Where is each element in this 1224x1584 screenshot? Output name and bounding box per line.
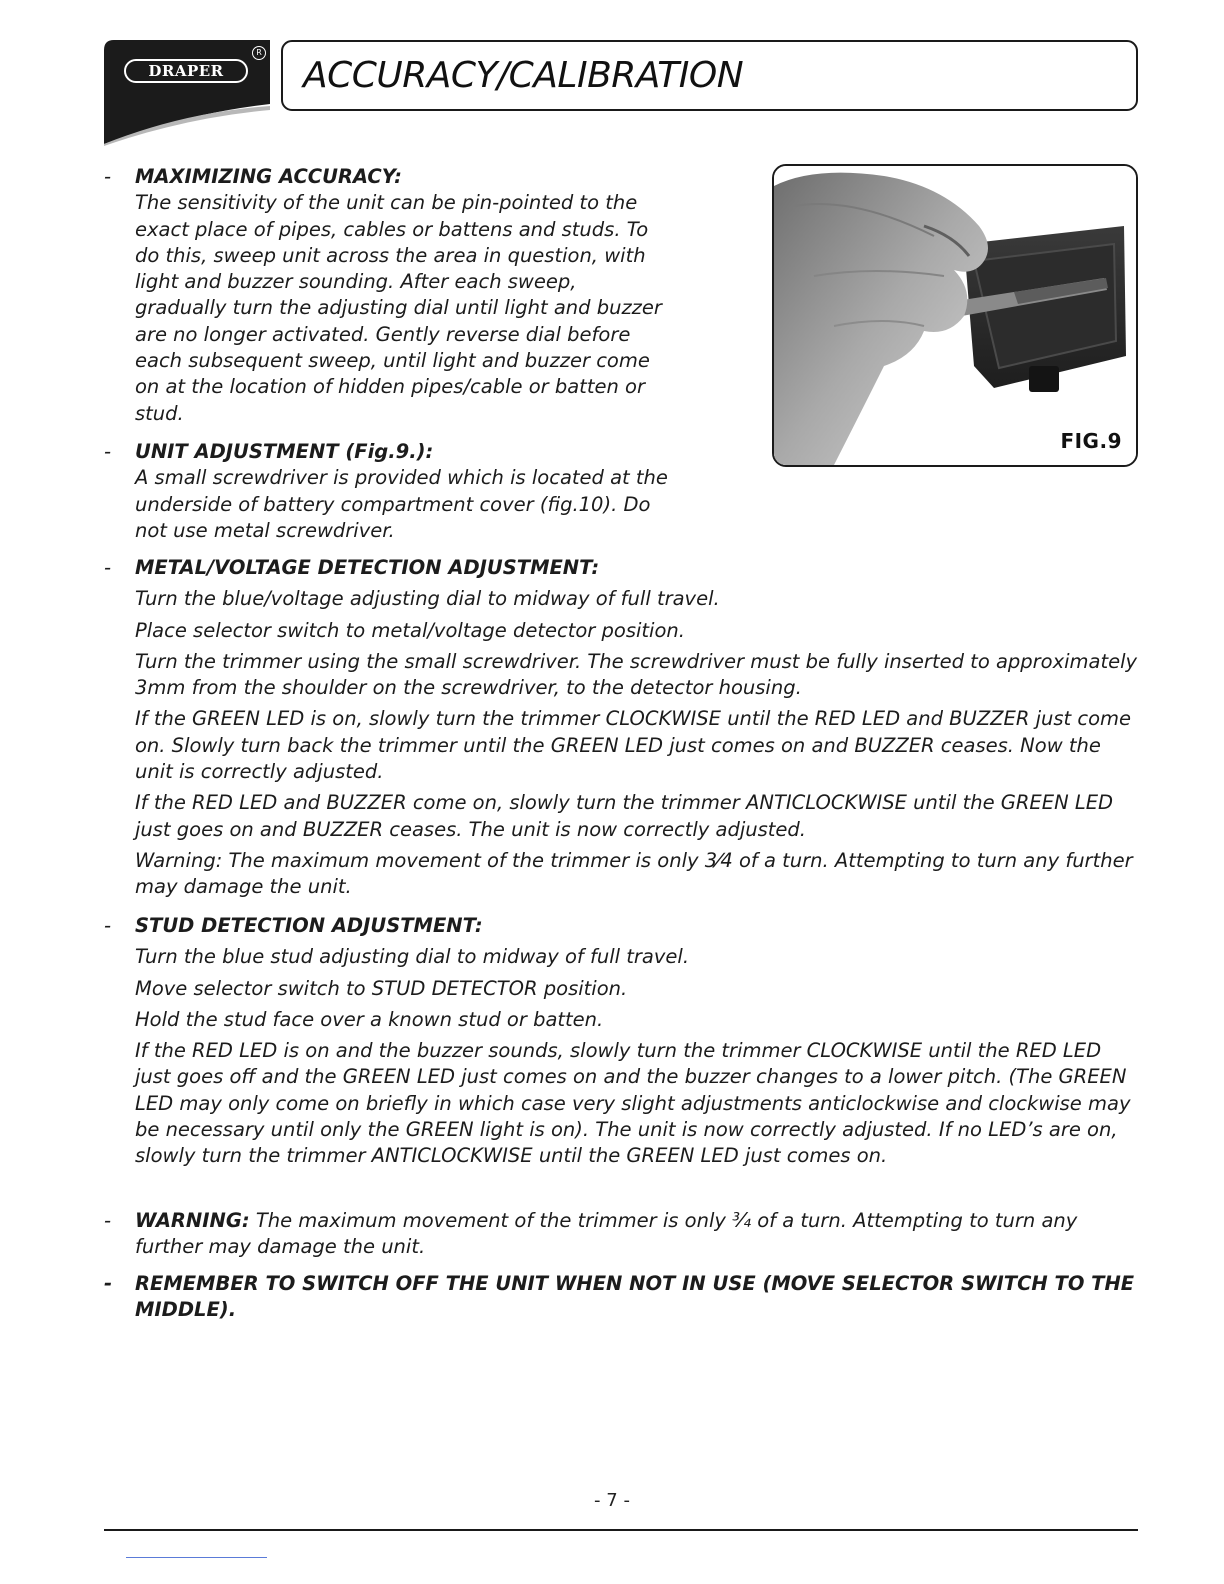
paragraph-line: The sensitivity of the unit can be pin-pointed to the	[135, 191, 638, 215]
paragraph: If the GREEN LED is on, slowly turn the trimmer CLOCKWISE until the RED LED and BUZZER just come on. Slowly turn back the trimmer until the GREEN LED just comes on and BUZZER ceases. Now the unit is correctly adjusted.	[135, 707, 1132, 784]
remember-notice: REMEMBER TO SWITCH OFF THE UNIT WHEN NOT IN USE (MOVE SELECTOR SWITCH TO THE MIDDLE).	[135, 1272, 1135, 1322]
section-maximizing-accuracy	[104, 164, 724, 427]
paragraph: Hold the stud face over a known stud or batten.	[135, 1007, 604, 1031]
draper-logo	[104, 40, 270, 146]
figure-9	[772, 164, 1138, 467]
paragraph-line: are no longer activated. Gently reverse dial before	[135, 322, 631, 346]
section-heading: MAXIMIZING ACCURACY:	[135, 165, 402, 188]
paragraph: Turn the blue stud adjusting dial to midway of full travel.	[135, 945, 690, 969]
warning-text: The maximum movement of the trimmer is only ¾ of a turn. Attempting to turn any further may damage the unit.	[135, 1209, 1078, 1259]
footer-link-underline	[126, 1557, 267, 1558]
paragraph-line: stud.	[135, 401, 184, 425]
footer-divider	[104, 1529, 1138, 1531]
section-heading: METAL/VOLTAGE DETECTION ADJUSTMENT:	[135, 556, 600, 579]
paragraph: If the RED LED and BUZZER come on, slowly turn the trimmer ANTICLOCKWISE until the GREEN LED just goes on and BUZZER ceases. The unit is now correctly adjusted.	[135, 791, 1114, 841]
bullet-dash: -	[104, 914, 112, 937]
paragraph-line: each subsequent sweep, until light and buzzer come	[135, 349, 650, 373]
section-metal-voltage-adjustment	[104, 555, 1140, 901]
registered-mark: R	[252, 46, 266, 60]
bullet-dash: -	[104, 556, 112, 579]
bullet-dash: -	[104, 440, 112, 463]
paragraph: Move selector switch to STUD DETECTOR position.	[135, 976, 628, 1000]
bullet-dash: -	[104, 165, 112, 188]
section-warning	[104, 1208, 1140, 1261]
brand-name: DRAPER	[124, 59, 248, 83]
paragraph: If the RED LED is on and the buzzer sounds, slowly turn the trimmer CLOCKWISE until the RED LED just goes off and the GREEN LED just comes on and the buzzer changes to a lower pitch. (The GREEN LED may only come on briefly in which case very slight adjustments anticlockwise and clockwise may be necessary until only the GREEN light is on). The unit is now correctly adjusted. If no LED’s are on, slowly turn the trimmer ANTICLOCKWISE until the GREEN LED just comes on.	[135, 1039, 1131, 1168]
paragraph: Place selector switch to metal/voltage detector position.	[135, 618, 685, 642]
section-stud-detection-adjustment	[104, 913, 1140, 1170]
paragraph: Turn the blue/voltage adjusting dial to midway of full travel.	[135, 587, 720, 611]
section-remember	[104, 1271, 1140, 1324]
figure-label: FIG.9	[1060, 429, 1122, 453]
paragraph: Turn the trimmer using the small screwdriver. The screwdriver must be fully inserted to approximately 3mm from the shoulder on the screwdriver, to the detector housing.	[135, 649, 1138, 700]
bullet-dash: -	[104, 1272, 113, 1295]
section-heading: UNIT ADJUSTMENT (Fig.9.):	[135, 440, 434, 463]
page-number: - 7 -	[594, 1490, 630, 1511]
paragraph-line: A small screwdriver is provided which is located at the	[135, 466, 668, 490]
hand-holding-screwdriver-image	[774, 166, 1136, 465]
section-unit-adjustment	[104, 439, 724, 544]
paragraph-line: light and buzzer sounding. After each sweep,	[135, 270, 577, 294]
paragraph-line: do this, sweep unit across the area in question, with	[135, 243, 646, 267]
paragraph-line: gradually turn the adjusting dial until light and buzzer	[135, 296, 662, 320]
paragraph-line: on at the location of hidden pipes/cable or batten or	[135, 375, 645, 399]
page-title-box	[281, 40, 1138, 111]
bullet-dash: -	[104, 1209, 112, 1232]
warning-label: WARNING:	[135, 1209, 250, 1232]
paragraph: Warning: The maximum movement of the trimmer is only 3⁄4 of a turn. Attempting to turn any further may damage the unit.	[135, 848, 1133, 899]
section-heading: STUD DETECTION ADJUSTMENT:	[135, 914, 483, 937]
paragraph-line: exact place of pipes, cables or battens and studs. To	[135, 217, 649, 241]
logo-badge-shape	[104, 40, 270, 146]
paragraph-line: underside of battery compartment cover (fig.10). Do	[135, 492, 651, 516]
paragraph-line: not use metal screwdriver.	[135, 518, 395, 542]
page-title: ACCURACY/CALIBRATION	[303, 55, 744, 96]
